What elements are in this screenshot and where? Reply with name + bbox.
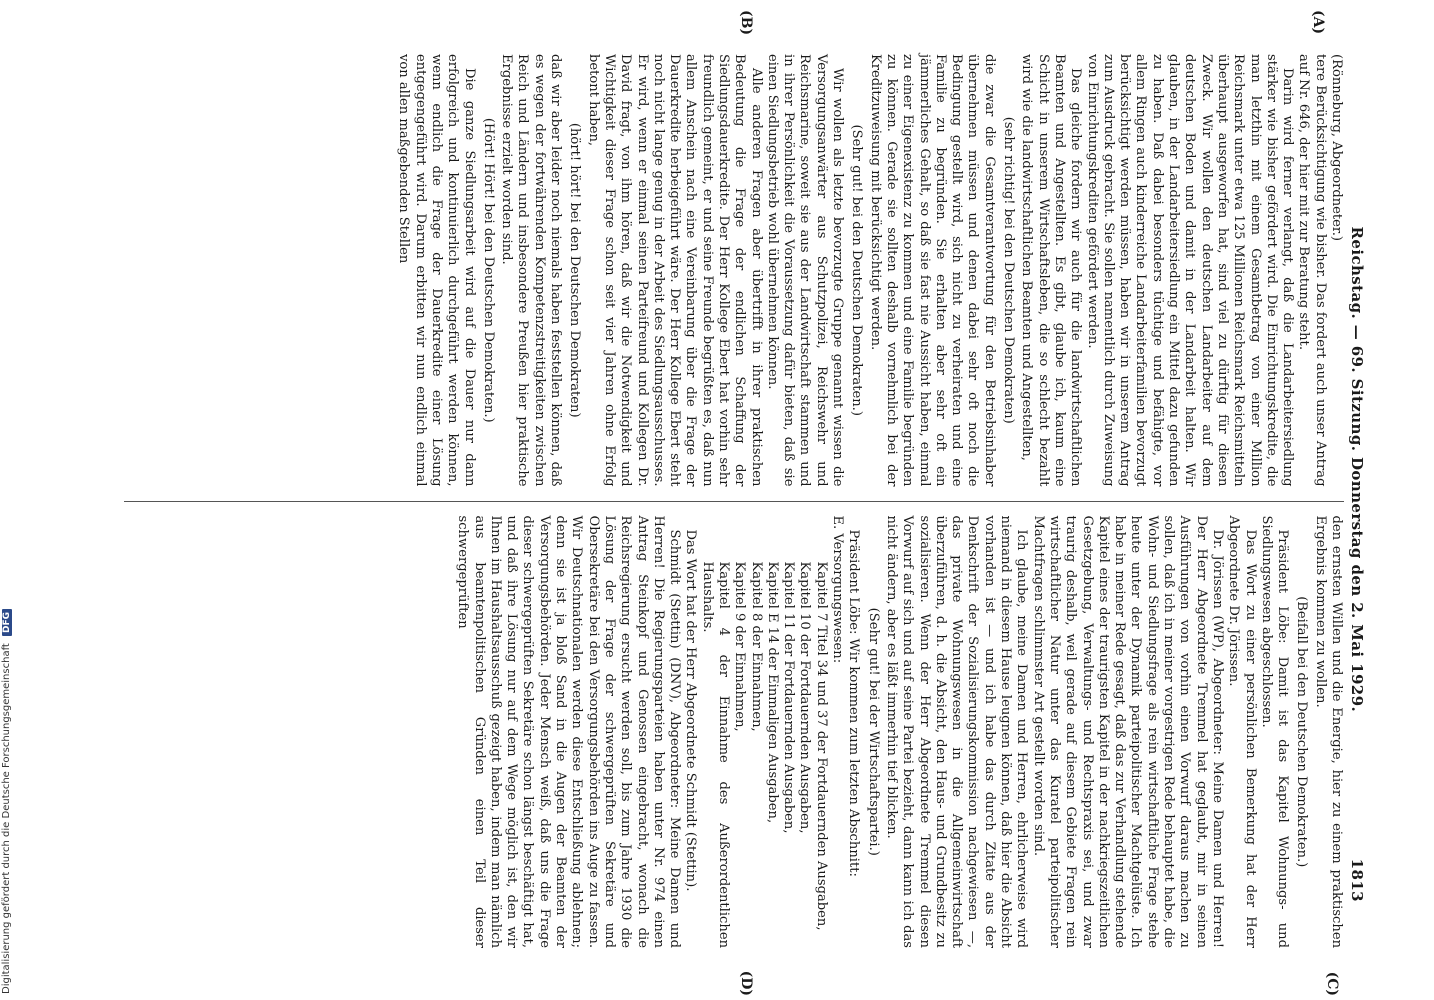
- interjection: (hört! hört! bei den Deutschen Demokraten): [567, 122, 583, 418]
- left-column: [124, 40, 1344, 501]
- running-header: [1348, 40, 1366, 962]
- footer-credit-text: Digitalisierung gefördert durch die Deutsche Forschungsgemeinschaft: [1, 643, 12, 994]
- section-heading: E. Versorgungswesen:: [830, 515, 846, 664]
- margin-marker-c: (C): [1324, 971, 1340, 996]
- list-item: Kapitel 4 der Einnahme des Außerordentlichen Haushalts.: [699, 561, 732, 948]
- paragraph: Das Wort hat der Herr Abgeordnete Schmidt (Stettin).: [683, 529, 699, 892]
- interjection: (Sehr gut! bei den Deutschen Demokraten.): [849, 124, 865, 416]
- interjection: (Beifall bei den Deutschen Demokraten.): [1294, 596, 1310, 868]
- footer-credit: [1, 0, 12, 994]
- interjection: (Hört! Hört! bei den Deutschen Demokraten.): [480, 117, 496, 423]
- paragraph: Das Wort zu einer persönlichen Bemerkung hat der Herr Abgeordnete Dr. Jörissen.: [1226, 515, 1258, 948]
- page-number: 1813: [1348, 858, 1366, 902]
- paragraph: tere Berücksichtigung wie bisher. Das fordert auch unser Antrag auf Nr. 646, der hier mit zur Beratung steht.: [1296, 54, 1328, 487]
- interjection: (sehr richtig! bei den Deutschen Demokraten): [1001, 116, 1017, 424]
- paragraph: Die ganze Siedlungsarbeit wird auf die Dauer nur dann erfolgreich und kontinuierlich durchgeführt werden können, wenn endlich die Frage der Dauerkredite einer Lösung entgegengeführt wird. Darum erbitten wir nun endlich einmal von allen maßgebenden Stellen: [396, 54, 477, 487]
- list-item: Kapitel 8 der Einnahmen,: [748, 561, 764, 732]
- document-page: [100, 0, 1380, 1000]
- list-item: Kapitel 9 der Einnahmen,: [732, 561, 748, 732]
- paragraph: Wir wollen als letzte bevorzugte Gruppe genannt wissen die Versorgungsanwärter aus Schutzpolizei, Reichswehr und Reichsmarine, soweit sie aus der Landwirtschaft stammen und in ihrer Persönlichkeit die Voraussetzung dafür bieten, daß sie einen Siedlungsbetrieb wohl übernehmen können.: [764, 54, 846, 487]
- paragraph: den ernsten Willen und die Energie, hier zu einem praktischen Ergebnis kommen zu wollen.: [1312, 515, 1344, 948]
- speaker-paragraph: Schmidt (Stettin) (DNV), Abgeordneter: Meine Damen und Herren! Die Regierungsparteien haben unter Nr. 974 einen Antrag Steinkopf und Genossen eingebracht, wonach die Reichsregierung ersucht werden soll, bis zum Jahre 1930 die Lösung der Frage der schwergeprüften Sekretäre und Obersekretäre bei den Versorgungsbehörden ins Auge zu fassen. Wir Deutschnationalen werden diese Entschließung ablehnen; denn sie ist ja bloß Sand in die Augen der Beamten der Versorgungsbehörden. Jeder Mensch weiß, daß uns die Frage dieser schwergeprüften Sekretäre schon längst beschäftigt hat, und daß ihre Lösung nur auf dem Wege möglich ist, den wir Ihnen im Haushaltsausschuß gezeigt haben, indem man nämlich aus beamtenpolitischen Gründen einen Teil dieser schwergeprüften: [455, 515, 683, 948]
- interjection: (Sehr gut! bei der Wirtschaftspartei.): [865, 607, 881, 856]
- paragraph: Ich glaube, meine Damen und Herren, ehrlicherweise wird niemand in diesem Hause leugnen können, daß hier die Absicht vorhanden ist — und ich habe das durch Zitate aus der Denkschrift der Sozialisierungskommission nachgewiesen —, das private Wohnungswesen in die Allgemeinwirtschaft überzuführen, d. h. die Absicht, den Haus- und Grundbesitz zu sozialisieren. Wenn der Herr Abgeordnete Tremmel diesen Vorwurf auf sich und auf seine Partei bezieht, dann kann ich das nicht ändern, aber es läßt immerhin tief blicken.: [883, 515, 1030, 948]
- paragraph: die zwar die Gesamtverantwortung für den Betriebsinhaber übernehmen müssen und denen dabei sehr oft noch die Bedingung gestellt wird, sich nicht zu verheiraten und eine Familie zu begründen. Sie erhalten aber sehr oft ein jämmerliches Gehalt, so daß sie fast nie Aussicht haben, einmal zu einer Eigenexistenz zu kommen und eine Familie begründen zu können. Gerade sie sollten deshalb vornehmlich bei der Kreditzuweisung mit berücksichtigt werden.: [867, 54, 997, 487]
- speaker-continuation: (Rönneburg, Abgeordneter.): [1329, 54, 1344, 242]
- footer-strip: [0, 0, 14, 1000]
- paragraph: Das gleiche fordern wir auch für die landwirtschaftlichen Beamten und Angestellten. Es gibt, glaube ich, kaum eine Schicht in unserem Wirtschaftsleben, die so schlecht bezahlt wird wie die landwirtschaftlichen Beamten und Angestellten,: [1019, 54, 1084, 487]
- speaker-paragraph: Präsident Löbe: Wir kommen zum letzten Abschnitt:: [846, 529, 862, 877]
- right-column: [124, 502, 1344, 963]
- paragraph: Darin wird ferner verlangt, daß die Landarbeitersiedlung stärker wie bisher gefördert wird. Die Einrichtungskredite, die man letzthin mit einem Gesamtbetrag von einer Million Reichsmark unter etwa 125 Millionen Reichsmark Reichsmitteln überhaupt ausgeworfen hat, sind viel zu dürftig für diesen Zweck. Wir wollen den deutschen Landarbeiter auf dem deutschen Boden und damit in der Landarbeit halten. Wir glauben, in der Landarbeitersiedlung ein Mittel dazu gefunden zu haben. Daß dabei besonders tüchtige und befähigte, vor allem Ringen auch kinderreiche Landarbeiterfamilien bevorzugt berücksichtigt werden müssen, haben wir in unserem Antrag zum Ausdruck gebracht. Sie sollen namentlich durch Zuweisung von Einrichtungskrediten gefördert werden.: [1084, 54, 1296, 487]
- paragraph: daß wir aber leider noch niemals haben feststellen können, daß es wegen der fortwährenden Kompetenzstreitigkeiten zwischen Reich und Ländern und insbesondere Preußen hier praktische Ergebnisse erzielt worden sind.: [499, 54, 564, 487]
- text-columns: [124, 10, 1344, 996]
- list-item: Kapitel 7 Titel 34 und 37 der Fortdauernden Ausgaben,: [813, 561, 829, 931]
- dfg-logo: DFG: [2, 609, 12, 636]
- speaker-paragraph: Präsident Löbe: Damit ist das Kapitel Wohnungs- und Siedlungswesen abgeschlossen.: [1258, 515, 1291, 948]
- page-title: Reichstag. — 69. Sitzung. Donnerstag den 2. Mai 1929.: [1348, 226, 1366, 713]
- list-item: Kapitel E 14 der Einmaligen Ausgaben,: [764, 561, 780, 824]
- list-item: Kapitel 10 der Fortdauernden Ausgaben,: [797, 561, 813, 834]
- paragraph: Alle anderen Fragen aber übertrifft in ihrer praktischen Bedeutung die Frage der endlichen Schaffung der Siedlungsdauerkredite. Der Herr Kollege Ebert hat vorhin sehr freundlich gemeint, er und seine Freunde begrüßten es, daß nun allem Anschein nach eine Vereinbarung über die Frage der Dauerkredite herbeigeführt wäre. Der Herr Kollege Ebert steht noch nicht lange genug in der Arbeit des Siedlungsausschusses. Er wird, wenn er einmal seinen Parteifreund und Kollegen Dr. David fragt, von ihm hören, daß wir die Notwendigkeit und Wichtigkeit dieser Frage schon seit vier Jahren ohne Erfolg betont haben,: [585, 54, 764, 487]
- margin-marker-d: (D): [738, 970, 754, 996]
- margin-marker-a: (A): [1310, 10, 1326, 35]
- list-item: Kapitel 11 der Fortdauernden Ausgaben,: [781, 561, 797, 834]
- rotated-page: [100, 0, 1380, 1000]
- margin-marker-b: (B): [738, 10, 754, 36]
- speaker-paragraph: Dr. Jörissen (WP), Abgeordneter: Meine Damen und Herren! Der Herr Abgeordnete Tremmel hat geglaubt, mir in seinen Ausführungen von vorhin einen Vorwurf daraus machen zu sollen, daß ich in meiner vorgestrigen Rede behauptet habe, die Wohn- und Siedlungsfrage als rein wirtschaftliche Frage stehe heute unter der Dynamik parteipolitischer Machtgelüste. Ich habe in meiner Rede gesagt, daß das zur Verhandlung stehende Kapitel eines der traurigsten Kapitel in der nachkriegszeitlichen Gesetzgebung, Verwaltungs- und Rechtspraxis sei, und zwar traurig deshalb, weil gerade auf diesem Gebiete Fragen rein wirtschaftlicher Natur unter das Kuratel parteipolitischer Machtfragen schlimmster Art gestellt worden sind.: [1030, 515, 1225, 948]
